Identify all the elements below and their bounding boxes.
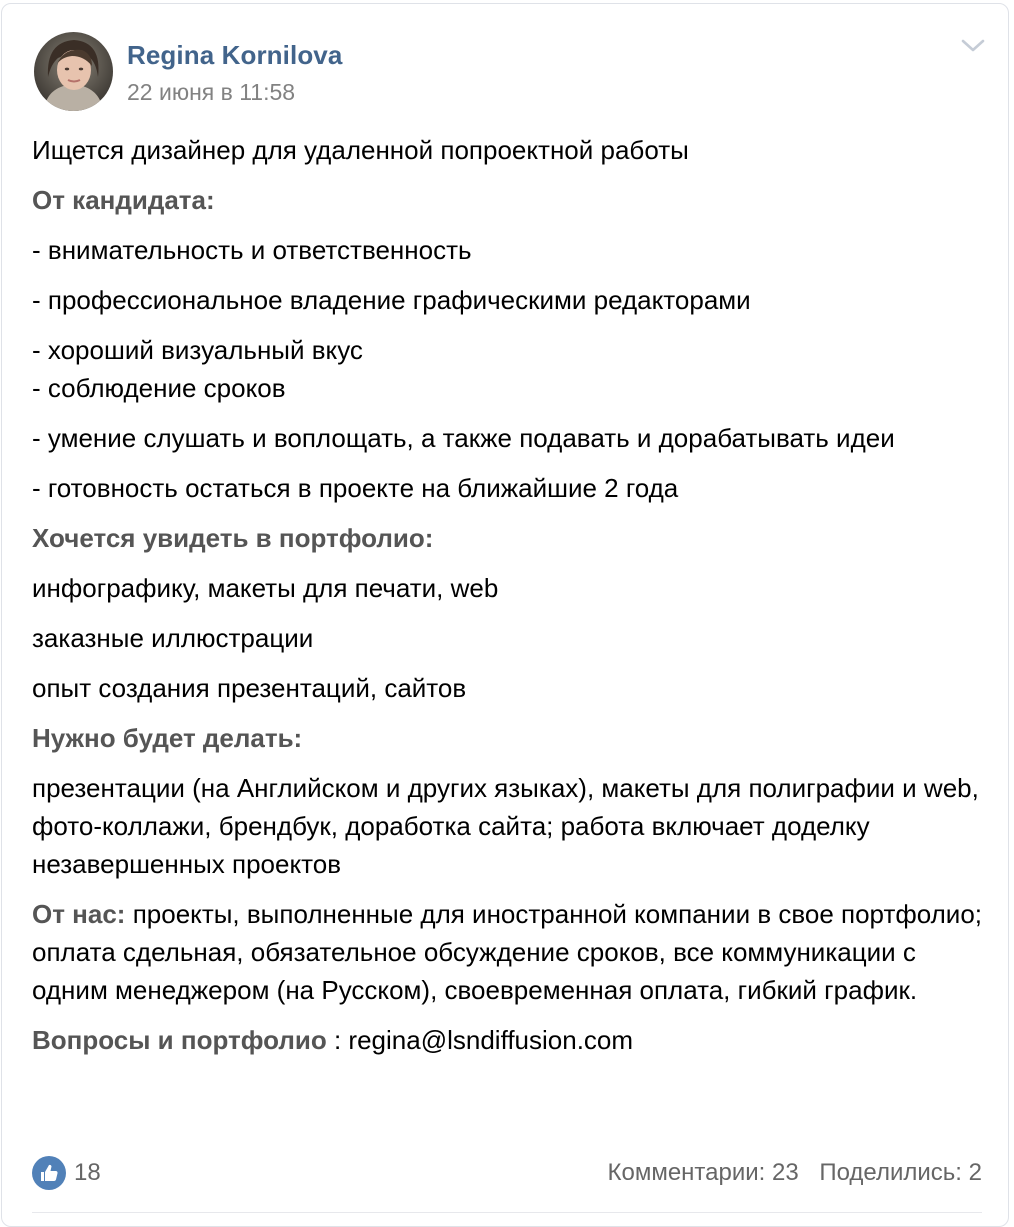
requirement-item: - готовность остаться в проекте на ближайшие 2 года [32,473,679,503]
contact-paragraph [32,1021,982,1059]
offer-heading: От нас: [32,899,126,929]
section-heading [32,181,982,219]
post-stats [593,1154,982,1192]
candidate-heading: От кандидата: [32,185,215,215]
offer-text: проекты, выполненные для иностранной компании в свое портфолио; оплата сдельная, обязательное обсуждение сроков, все коммуникации с одним менеджером (на Русском), своевременная оплата, гибкий график. [32,899,983,1005]
portfolio-item: заказные иллюстрации [32,623,314,653]
contact-text: : regina@lsndiffusion.com [326,1025,634,1055]
requirement-item: - профессиональное владение графическими редакторами [32,285,751,315]
portfolio-item: инфографику, макеты для печати, web [32,573,499,603]
requirement-item: - хороший визуальный вкус - соблюдение сроков [32,335,363,403]
avatar-image [34,32,113,111]
post-date[interactable]: 22 июня в 11:58 [127,79,296,105]
post-footer [32,1154,982,1192]
tasks-heading: Нужно будет делать: [32,723,303,753]
like-count: 18 [74,1159,101,1186]
chevron-down-icon[interactable] [960,37,986,55]
comments-link[interactable]: Комментарии: 23 [607,1159,799,1186]
portfolio-item: опыт создания презентаций, сайтов [32,673,467,703]
avatar[interactable] [34,32,113,111]
requirement-item: - внимательность и ответственность [32,235,472,265]
thumbs-up-icon [32,1156,66,1190]
requirement-item: - умение слушать и воплощать, а также подавать и дорабатывать идеи [32,423,895,453]
contact-heading: Вопросы и портфолио [32,1025,327,1055]
like-button[interactable] [32,1154,101,1192]
portfolio-heading: Хочется увидеть в портфолио: [32,523,434,553]
shares-link[interactable]: Поделились: 2 [819,1159,982,1186]
post-intro: Ищется дизайнер для удаленной попроектной работы [32,135,689,165]
section-heading [32,719,982,757]
divider [32,1212,982,1213]
post-card [1,3,1009,1227]
tasks-text: презентации (на Английском и других языках), макеты для полиграфии и web, фото-коллажи, брендбук, доработка сайта; работа включает доделку незавершенных проектов [32,773,979,879]
post-text [32,131,982,1071]
author-name[interactable]: Regina Kornilova [127,40,343,70]
section-heading [32,519,982,557]
offer-paragraph [32,895,982,1009]
